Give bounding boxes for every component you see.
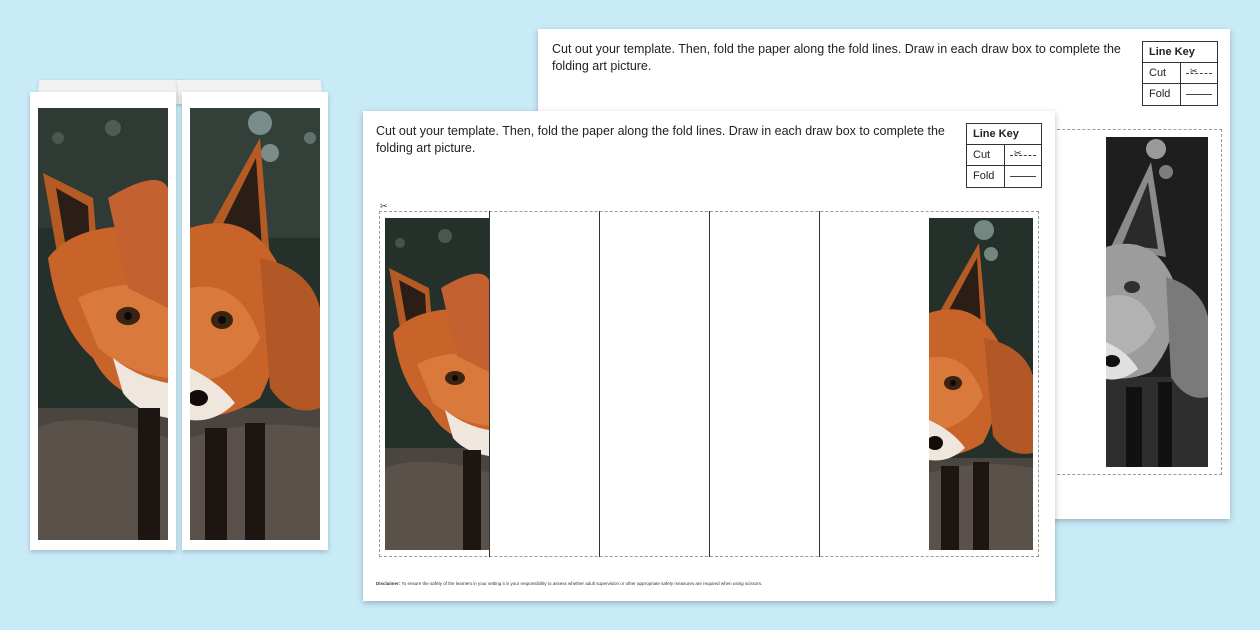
draw-box-3[interactable]: [709, 211, 819, 557]
fold-label: Fold: [1143, 84, 1181, 105]
fold-line-sample: [1181, 84, 1217, 105]
fox-photo-left-strip: [385, 218, 489, 550]
scissors-icon: ✂: [1190, 66, 1198, 76]
line-key: [1142, 41, 1218, 106]
scissors-icon: ✂: [1014, 148, 1022, 158]
instruction-text: Cut out your template. Then, fold the paper along the fold lines. Draw in each draw box to complete the folding art picture.: [552, 42, 1121, 73]
disclaimer-label: Disclaimer:: [376, 581, 401, 586]
scissors-icon: ✂: [380, 202, 388, 212]
cut-label: Cut: [1143, 63, 1181, 83]
cut-line-sample: [1005, 145, 1041, 165]
line-key-title: Line Key: [1143, 42, 1217, 63]
folded-example: [30, 80, 328, 550]
fold-label: Fold: [967, 166, 1005, 187]
line-key-cut-row: [1143, 63, 1217, 84]
line-key: [966, 123, 1042, 188]
instruction-text: Cut out your template. Then, fold the paper along the fold lines. Draw in each draw box to complete the folding art picture.: [376, 124, 945, 155]
fold-line-sample: [1005, 166, 1041, 187]
draw-box-1[interactable]: [489, 211, 599, 557]
fox-photo-greyscale: [1106, 137, 1208, 467]
fox-photo-right-strip: [929, 218, 1033, 550]
line-key-cut-row: [967, 145, 1041, 166]
folded-panel-right: [182, 92, 328, 550]
draw-box-2[interactable]: [599, 211, 709, 557]
folded-panel-left: [30, 92, 176, 550]
fox-photo-left-half: [38, 108, 168, 540]
cut-line-sample: [1181, 63, 1217, 83]
disclaimer-text: To ensure the safety of the learners in your setting it is your responsibility to assess whether adult supervision or other appropriate safety measures are required when using scissors.: [401, 581, 763, 586]
worksheet-front: [363, 111, 1055, 601]
disclaimer: [376, 581, 1036, 587]
fox-photo-right-half: [190, 108, 320, 540]
line-key-fold-row: [967, 166, 1041, 187]
line-key-fold-row: [1143, 84, 1217, 105]
cut-label: Cut: [967, 145, 1005, 165]
draw-box-4[interactable]: [819, 211, 929, 557]
line-key-title: Line Key: [967, 124, 1041, 145]
